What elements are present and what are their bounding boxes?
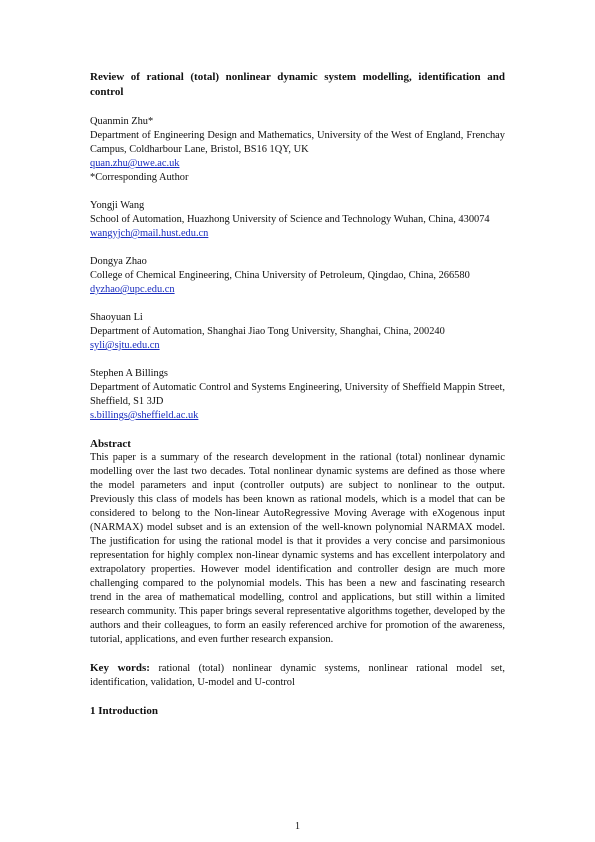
keywords bbox=[90, 661, 505, 690]
author-name: Stephen A Billings bbox=[90, 368, 168, 379]
paper-title: Review of rational (total) nonlinear dynamic system modelling, identification and control bbox=[90, 71, 505, 98]
author-name: Shaoyuan Li bbox=[90, 312, 143, 323]
author-name: Yongji Wang bbox=[90, 200, 145, 211]
author-affiliation: School of Automation, Huazhong University of Science and Technology Wuhan, China, 430074 bbox=[90, 214, 490, 225]
author-name: Dongya Zhao bbox=[90, 256, 147, 267]
author-email-link[interactable]: syli@sjtu.edu.cn bbox=[90, 340, 160, 351]
author-name: Quanmin Zhu* bbox=[90, 116, 154, 127]
page-content bbox=[90, 70, 505, 718]
author-email-link[interactable]: dyzhao@upc.edu.cn bbox=[90, 284, 175, 295]
author-affiliation: College of Chemical Engineering, China University of Petroleum, Qingdao, China, 266580 bbox=[90, 270, 470, 281]
author-email-link[interactable]: s.billings@sheffield.ac.uk bbox=[90, 410, 199, 421]
page-number: 1 bbox=[295, 821, 300, 832]
author-email-link[interactable]: wangyjch@mail.hust.edu.cn bbox=[90, 228, 209, 239]
author-block-4 bbox=[90, 311, 505, 353]
author-block-3 bbox=[90, 255, 505, 297]
author-affiliation: Department of Automatic Control and Systems Engineering, University of Sheffield Mappin Street, Sheffield, S1 3JD bbox=[90, 382, 505, 407]
author-block-1 bbox=[90, 115, 505, 185]
keywords-label: Key words: bbox=[90, 662, 150, 674]
author-block-5 bbox=[90, 367, 505, 423]
author-affiliation: Department of Engineering Design and Mathematics, University of the West of England, Frenchay Campus, Coldharbour Lane, Bristol, BS16 1QY, UK bbox=[90, 130, 505, 155]
keywords-text: rational (total) nonlinear dynamic systems, nonlinear rational model set, identification, validation, U-model and U-control bbox=[90, 663, 506, 688]
abstract-heading: Abstract bbox=[90, 438, 131, 450]
author-affiliation: Department of Automation, Shanghai Jiao Tong University, Shanghai, China, 200240 bbox=[90, 326, 445, 337]
abstract-text: This paper is a summary of the research development in the rational (total) nonlinear dynamic modelling over the last two decades. Total nonlinear dynamic systems are defined as those where the model parameters and input (controller outputs) are subject to nonlinear to the output. Previously this class of models has been known as rational models, which is a model that can be considered to belong to the Non-linear AutoRegressive Moving Average with eXogenous input (NARMAX) model subset and is an extension of the well-known polynomial NARMAX model. The justification for using the rational model is that it provides a very concise and parsimonious representation for highly complex non-linear dynamic systems and has excellent interpolatory and extrapolatory properties. However model identification and controller design are much more challenging compared to the polynomial models. This has been a new and fascinating research trend in the area of mathematical modelling, control and applications, but still within a limited research community. This paper brings several representative algorithms together, developed by the authors and their colleagues, to form an easily referenced archive for promotion of the awareness, tutorial, applications, and even further research expansion. bbox=[90, 452, 505, 645]
author-email-link[interactable]: quan.zhu@uwe.ac.uk bbox=[90, 158, 180, 169]
author-block-2 bbox=[90, 199, 505, 241]
corresponding-author-note: *Corresponding Author bbox=[90, 172, 189, 183]
section-heading-introduction: 1 Introduction bbox=[90, 705, 158, 717]
